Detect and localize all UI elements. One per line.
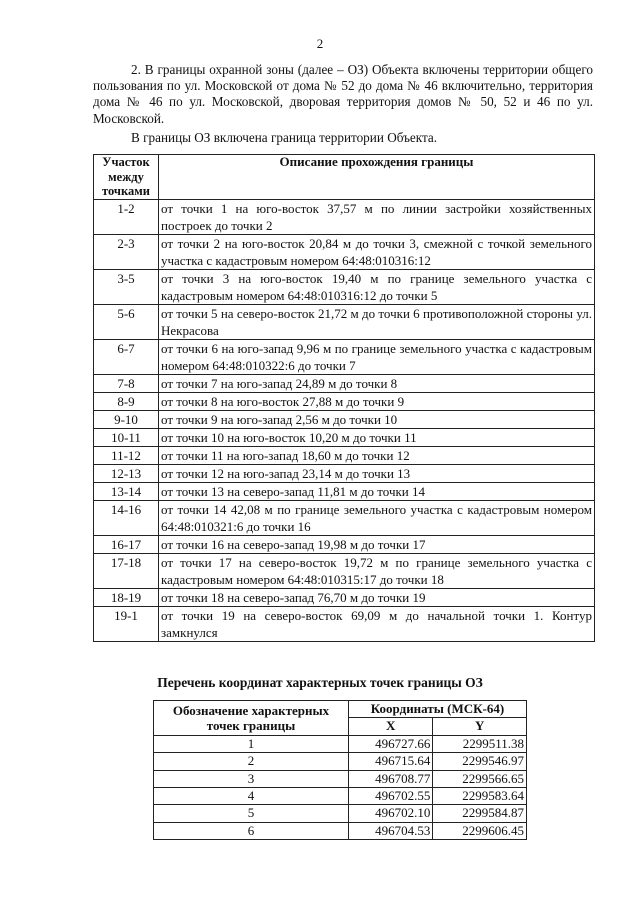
coord-cell-point: 2: [154, 753, 349, 770]
table-row: [94, 410, 595, 428]
table-row: [94, 428, 595, 446]
boundary-segments-table: [93, 154, 595, 642]
segment-cell: 8-9: [94, 392, 159, 410]
description-cell: от точки 3 на юго-восток 19,40 м по границе земельного участка с кадастровым номером 64:48:010316:12 до точки 5: [159, 269, 595, 304]
table-header-row: [154, 701, 527, 718]
segment-cell: 11-12: [94, 446, 159, 464]
segment-cell: 19-1: [94, 606, 159, 641]
coordinates-table: [153, 700, 527, 840]
segment-cell: 14-16: [94, 500, 159, 535]
segment-cell: 6-7: [94, 339, 159, 374]
description-cell: от точки 9 на юго-запад 2,56 м до точки 10: [159, 410, 595, 428]
description-cell: от точки 6 на юго-запад 9,96 м по границе земельного участка с кадастровым номером 64:48:010322:6 до точки 7: [159, 339, 595, 374]
table-row: [94, 374, 595, 392]
paragraph-oz-boundary: В границы ОЗ включена граница территории Объекта.: [131, 130, 438, 145]
coord-cell-x: 496702.55: [349, 788, 433, 805]
table-header-row: [94, 155, 595, 200]
coord-cell-point: 3: [154, 770, 349, 787]
table-row: [154, 788, 527, 805]
coord-cell-point: 1: [154, 735, 349, 752]
table-row: [154, 735, 527, 752]
coord-cell-x: 496704.53: [349, 822, 433, 839]
coord-cell-y: 2299566.65: [433, 770, 527, 787]
column-header-point-name: Обозначение характерных точек границы: [154, 701, 349, 736]
description-cell: от точки 5 на северо-восток 21,72 м до точки 6 противоположной стороны ул. Некрасова: [159, 304, 595, 339]
description-cell: от точки 12 на юго-запад 23,14 м до точки 13: [159, 464, 595, 482]
coord-cell-y: 2299606.45: [433, 822, 527, 839]
table-row: [94, 199, 595, 234]
description-cell: от точки 17 на северо-восток 19,72 м по границе земельного участка с кадастровым номером 64:48:010315:17 до точки 18: [159, 553, 595, 588]
table-row: [154, 805, 527, 822]
column-header-description: Описание прохождения границы: [159, 155, 595, 200]
table-row: [94, 500, 595, 535]
table-row: [94, 482, 595, 500]
table-row: [94, 606, 595, 641]
description-cell: от точки 10 на юго-восток 10,20 м до точки 11: [159, 428, 595, 446]
description-cell: от точки 11 на юго-запад 18,60 м до точки 12: [159, 446, 595, 464]
coord-cell-x: 496702.10: [349, 805, 433, 822]
paragraph-oz-territory: 2. В границы охранной зоны (далее – ОЗ) Объекта включены территории общего пользования по ул. Московской от дома № 52 до дома № 46 включительно, территория дома № 46 по ул. Московской, дворовая территория домов № 50, 52 и 46 по ул. Московской.: [93, 62, 593, 126]
table-row: [94, 464, 595, 482]
table-row: [154, 770, 527, 787]
description-cell: от точки 1 на юго-восток 37,57 м по линии застройки хозяйственных построек до точки 2: [159, 199, 595, 234]
coord-cell-point: 6: [154, 822, 349, 839]
coord-cell-point: 4: [154, 788, 349, 805]
segment-cell: 2-3: [94, 234, 159, 269]
table-row: [94, 234, 595, 269]
column-header-y: Y: [433, 718, 527, 735]
segment-cell: 1-2: [94, 199, 159, 234]
segment-cell: 13-14: [94, 482, 159, 500]
table-row: [94, 588, 595, 606]
description-cell: от точки 2 на юго-восток 20,84 м до точки 3, смежной с точкой земельного участка с кадастровым номером 64:48:010316:12: [159, 234, 595, 269]
coord-cell-y: 2299511.38: [433, 735, 527, 752]
coord-cell-x: 496727.66: [349, 735, 433, 752]
description-cell: от точки 16 на северо-запад 19,98 м до точки 17: [159, 535, 595, 553]
table-row: [94, 339, 595, 374]
description-cell: от точки 19 на северо-восток 69,09 м до начальной точки 1. Контур замкнулся: [159, 606, 595, 641]
segment-cell: 16-17: [94, 535, 159, 553]
table-row: [94, 304, 595, 339]
coords-body: [154, 735, 527, 839]
description-cell: от точки 18 на северо-запад 76,70 м до точки 19: [159, 588, 595, 606]
coord-cell-x: 496708.77: [349, 770, 433, 787]
description-cell: от точки 8 на юго-восток 27,88 м до точки 9: [159, 392, 595, 410]
description-cell: от точки 13 на северо-запад 11,81 м до точки 14: [159, 482, 595, 500]
description-cell: от точки 7 на юго-запад 24,89 м до точки 8: [159, 374, 595, 392]
segment-cell: 9-10: [94, 410, 159, 428]
segment-cell: 10-11: [94, 428, 159, 446]
coord-cell-point: 5: [154, 805, 349, 822]
column-header-segment: Участок между точками: [94, 155, 159, 200]
table-row: [94, 553, 595, 588]
table-row: [154, 753, 527, 770]
coord-cell-y: 2299584.87: [433, 805, 527, 822]
table-row: [94, 392, 595, 410]
segment-cell: 5-6: [94, 304, 159, 339]
table-row: [94, 446, 595, 464]
column-header-coordinates: Координаты (МСК-64): [349, 701, 527, 718]
segment-cell: 12-13: [94, 464, 159, 482]
coord-cell-y: 2299583.64: [433, 788, 527, 805]
table-row: [94, 535, 595, 553]
column-header-x: X: [349, 718, 433, 735]
segment-cell: 3-5: [94, 269, 159, 304]
segment-cell: 7-8: [94, 374, 159, 392]
page-number: 2: [316, 36, 324, 51]
table-row: [94, 269, 595, 304]
segment-cell: 17-18: [94, 553, 159, 588]
coord-cell-y: 2299546.97: [433, 753, 527, 770]
coord-cell-x: 496715.64: [349, 753, 433, 770]
table-row: [154, 822, 527, 839]
coords-title: Перечень координат характерных точек границы ОЗ: [157, 675, 483, 690]
description-cell: от точки 14 42,08 м по границе земельного участка с кадастровым номером 64:48:010321:6 до точки 16: [159, 500, 595, 535]
segments-body: [94, 199, 595, 641]
segment-cell: 18-19: [94, 588, 159, 606]
